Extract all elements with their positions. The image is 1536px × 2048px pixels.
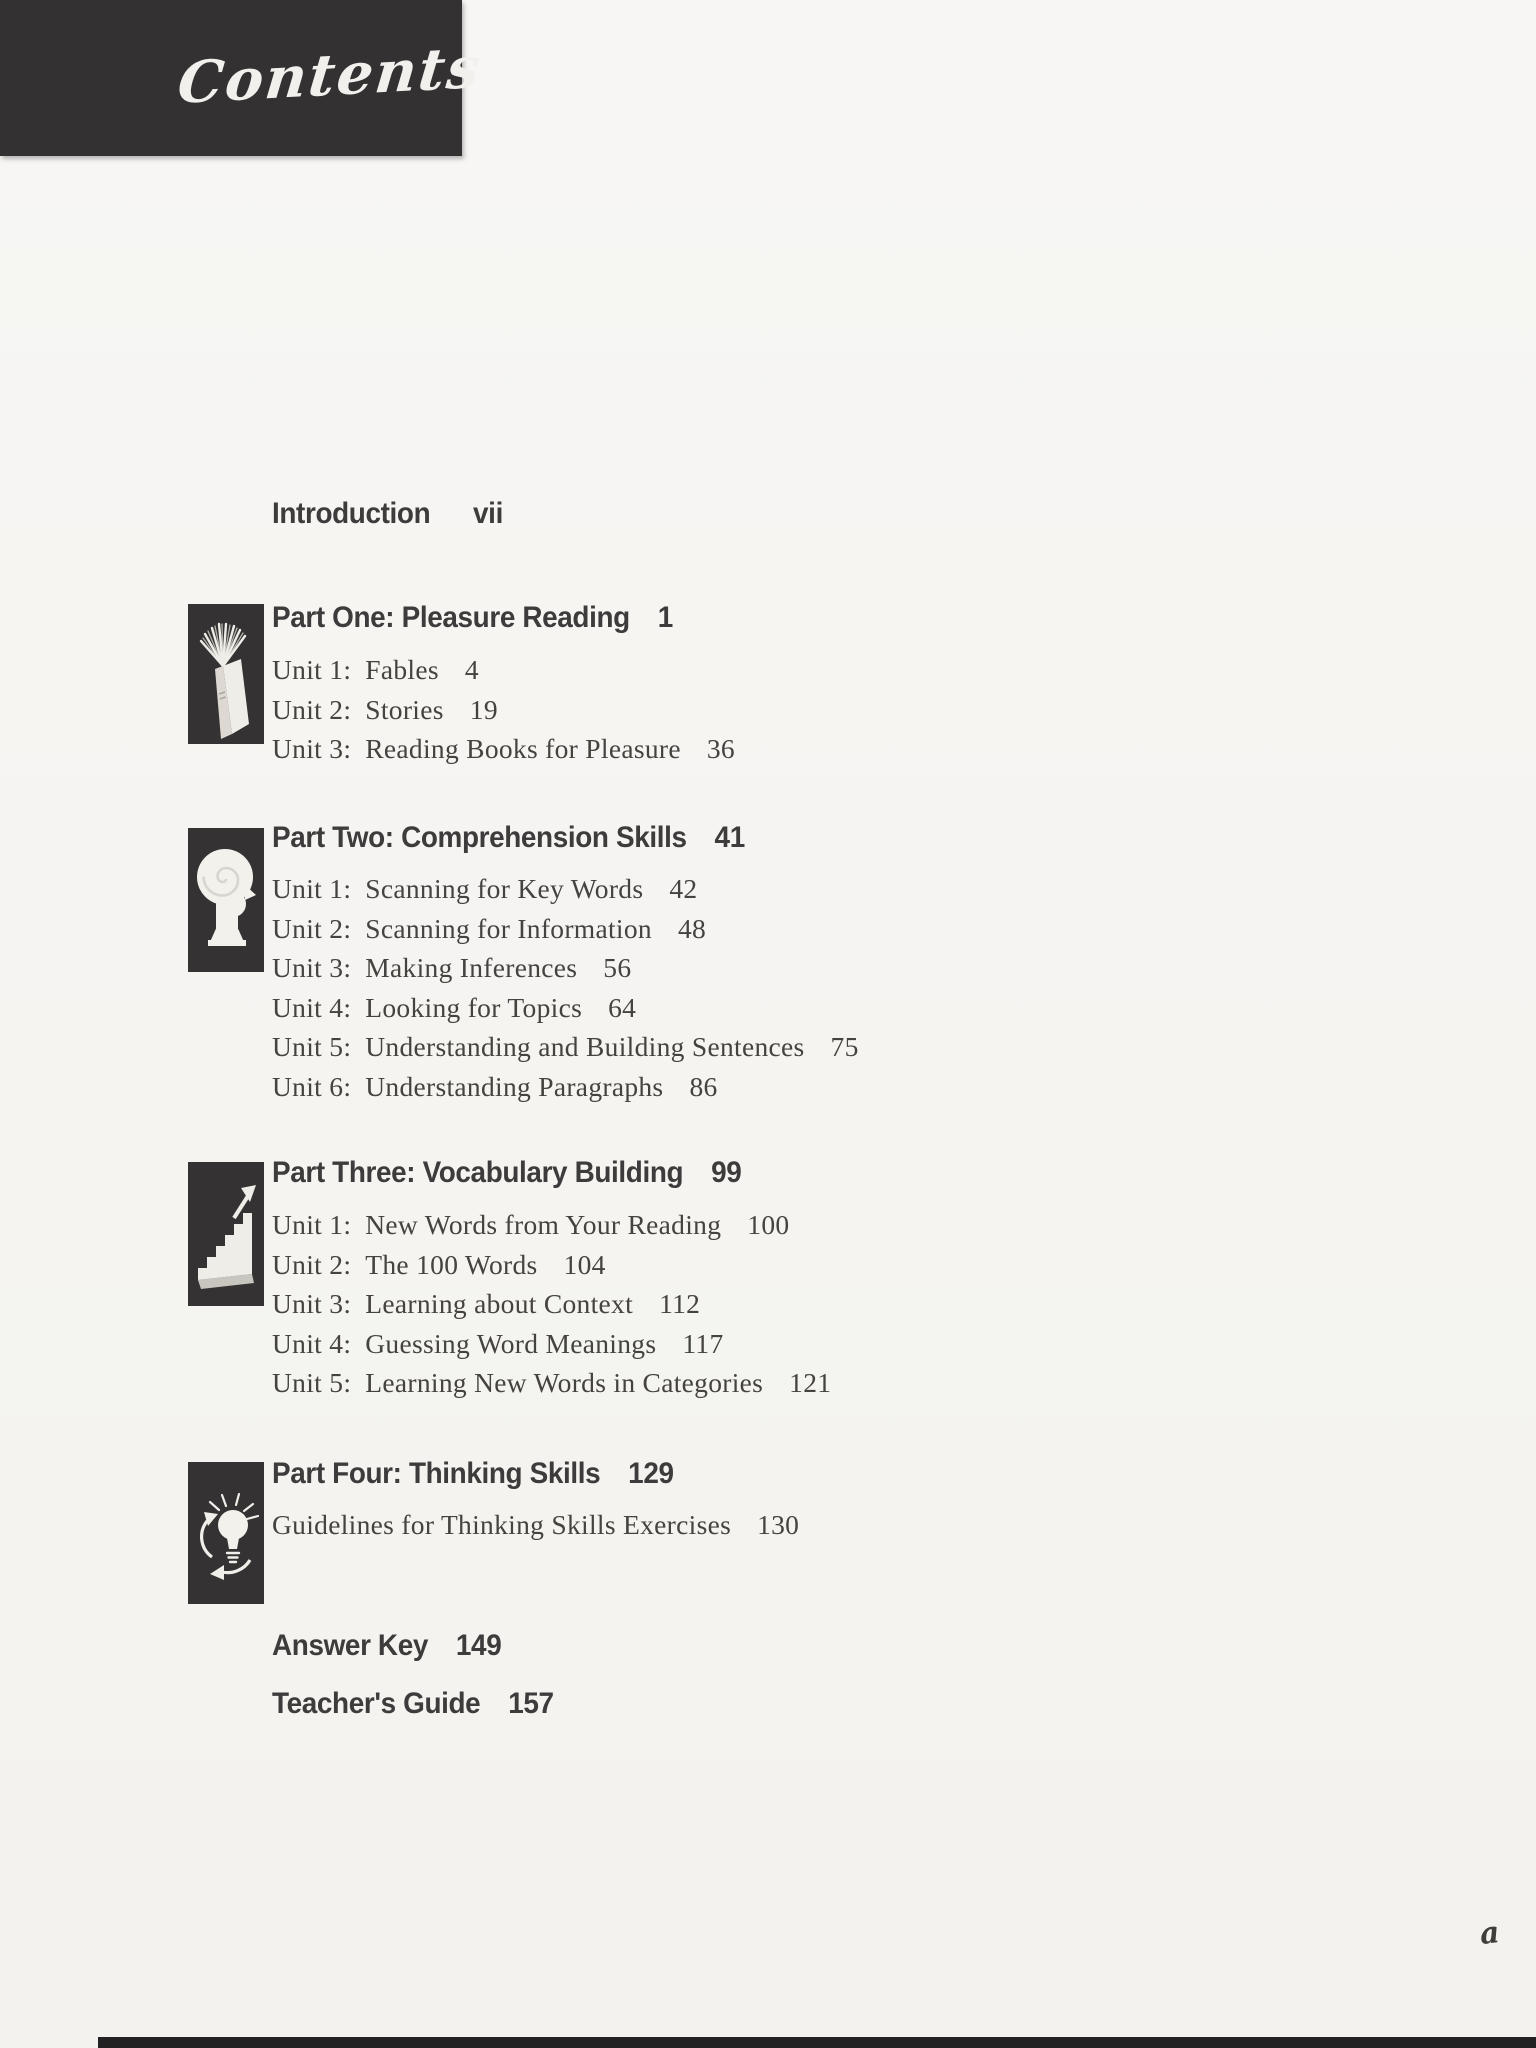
unit-title: Fables [365,654,439,685]
toc-unit-row [272,1324,831,1364]
unit-page-number: 86 [689,1070,718,1102]
unit-page-number: 130 [757,1509,800,1540]
part-one-icon-block [188,604,264,744]
unit-title: Reading Books for Pleasure [365,733,681,764]
unit-page-number: 104 [563,1248,606,1280]
toc-entry-teachers-guide [272,1686,575,1722]
unit-label: Unit 2: [272,912,352,944]
answer-key-label: Answer Key [272,1629,429,1662]
unit-label: Unit 6: [272,1070,352,1102]
unit-page-number: 64 [608,991,637,1023]
unit-page-number: 112 [659,1288,701,1319]
unit-label: Unit 5: [272,1367,352,1398]
unit-title: Stories [365,693,444,725]
part-three-page-number: 99 [711,1156,742,1189]
part-one-heading [272,600,703,636]
unit-title: Understanding and Building Sentences [365,1031,805,1062]
teachers-guide-label: Teacher's Guide [272,1687,481,1720]
intro-label: Introduction [272,497,431,530]
teachers-guide-page-number: 157 [508,1687,554,1720]
toc-unit-row [272,1027,859,1067]
unit-title: The 100 Words [365,1248,538,1280]
part-three-title: Part Three: Vocabulary Building [272,1156,684,1189]
unit-title: Making Inferences [365,952,578,983]
part-four-heading [272,1456,704,1492]
toc-unit-row [272,1363,831,1403]
unit-title: Scanning for Key Words [365,873,644,904]
toc-unit-row [272,1284,831,1324]
unit-page-number: 117 [682,1327,724,1359]
toc-unit-row [272,650,735,690]
part-two-units [272,869,859,1106]
handwritten-mark: a [1478,1915,1502,1952]
unit-label: Unit 2: [272,693,352,725]
unit-label: Unit 1: [272,873,352,904]
unit-page-number: 4 [464,654,479,685]
part-three-heading [272,1155,777,1191]
unit-page-number: 19 [469,693,498,725]
toc-unit-row [272,1505,799,1545]
part-two-heading [272,820,780,856]
unit-label: Unit 2: [272,1248,352,1280]
toc-unit-row [272,729,735,769]
unit-title: Guidelines for Thinking Skills Exercises [272,1509,732,1540]
unit-title: Scanning for Information [365,912,652,944]
unit-page-number: 121 [789,1367,832,1398]
part-four-units [272,1505,799,1545]
unit-page-number: 100 [747,1209,790,1240]
unit-page-number: 36 [706,733,735,764]
unit-title: New Words from Your Reading [365,1209,722,1240]
intro-page-number: vii [473,497,503,530]
unit-label: Unit 3: [272,733,352,764]
head-spiral-icon [188,828,264,972]
unit-label: Unit 3: [272,1288,352,1319]
toc-unit-row [272,1205,831,1245]
unit-title: Looking for Topics [365,991,583,1023]
part-four-title: Part Four: Thinking Skills [272,1457,601,1490]
part-four-icon-block [188,1462,264,1604]
toc-unit-row [272,869,859,909]
part-one-units [272,650,735,769]
toc-unit-row [272,909,859,949]
part-two-page-number: 41 [714,821,745,854]
toc-unit-row [272,1067,859,1107]
toc-unit-row [272,690,735,730]
unit-page-number: 48 [677,912,707,944]
part-four-page-number: 129 [628,1457,674,1490]
banner-title: Contents [174,33,485,117]
page-edge-strip [98,2037,1536,2048]
toc-entry-answer-key [272,1628,519,1664]
unit-title: Learning about Context [365,1288,634,1319]
contents-banner [0,0,485,156]
toc-unit-row [272,988,859,1028]
toc-unit-row [272,1245,831,1285]
unit-label: Unit 4: [272,1327,352,1359]
unit-title: Learning New Words in Categories [365,1367,764,1398]
unit-page-number: 56 [603,952,632,983]
toc-entry-introduction [272,496,520,532]
unit-label: Unit 5: [272,1031,352,1062]
answer-key-page-number: 149 [455,1629,502,1662]
part-two-title: Part Two: Comprehension Skills [272,821,687,854]
unit-page-number: 75 [830,1031,859,1062]
part-two-icon-block [188,828,264,972]
unit-page-number: 42 [669,873,698,904]
part-three-icon-block [188,1162,264,1306]
unit-label: Unit 1: [272,654,352,685]
unit-label: Unit 1: [272,1209,352,1240]
toc-unit-row [272,948,859,988]
lightbulb-icon [188,1462,264,1604]
unit-title: Guessing Word Meanings [365,1327,657,1359]
part-one-title: Part One: Pleasure Reading [272,601,630,634]
part-three-units [272,1205,831,1403]
stairs-icon [188,1162,264,1306]
part-one-page-number: 1 [657,601,673,634]
open-book-icon [188,604,264,744]
unit-label: Unit 4: [272,991,352,1023]
unit-label: Unit 3: [272,952,352,983]
unit-title: Understanding Paragraphs [365,1070,664,1102]
